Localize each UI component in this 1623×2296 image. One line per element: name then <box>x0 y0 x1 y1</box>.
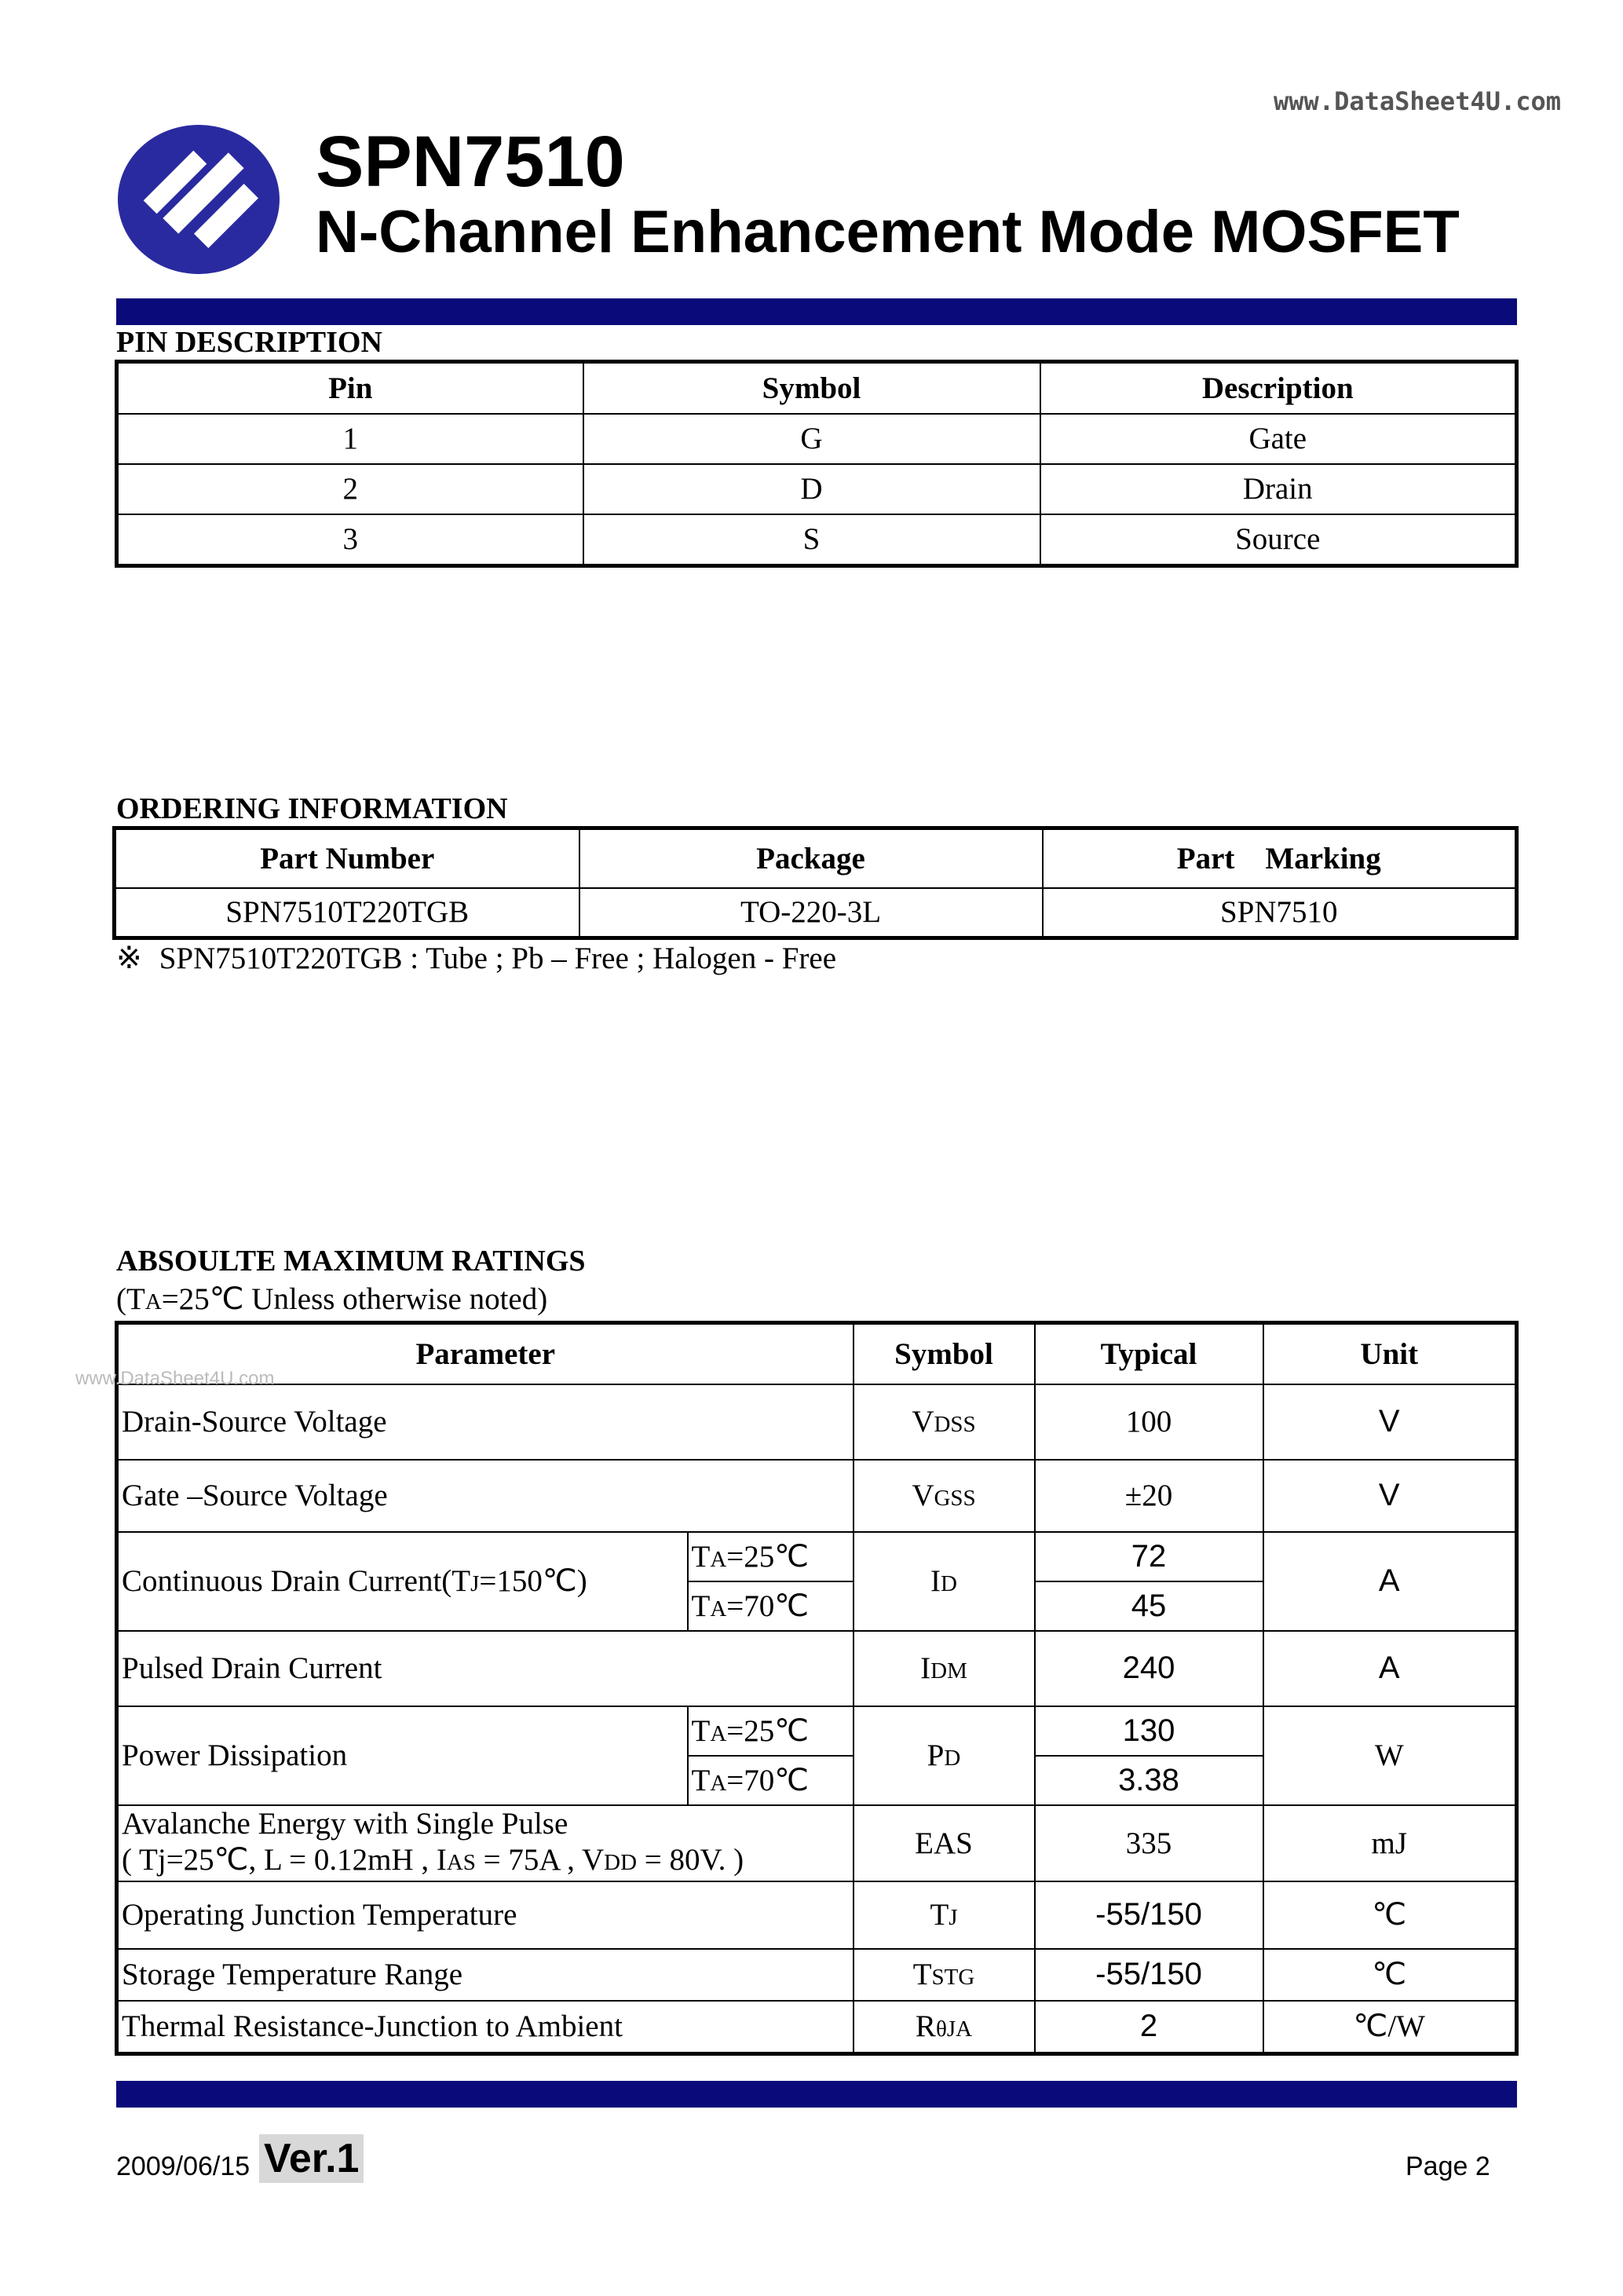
cond-sub: A <box>144 1289 162 1314</box>
package-header: Package <box>579 828 1043 888</box>
condition-cell: TA=70℃ <box>688 1756 854 1805</box>
unit-cell: ℃ <box>1263 1881 1517 1949</box>
param-cell: Power Dissipation <box>117 1706 688 1805</box>
watermark-mid: www.DataSheet4U.com <box>75 1368 275 1389</box>
description-cell: Gate <box>1040 414 1517 464</box>
footer-date: 2009/06/15 <box>116 2152 250 2181</box>
condition-cell: TA=25℃ <box>688 1532 854 1581</box>
ratings-condition <box>116 1281 547 1317</box>
typical-cell: 335 <box>1035 1805 1263 1881</box>
symbol-cell: TJ <box>854 1881 1035 1949</box>
typical-cell: 45 <box>1035 1581 1263 1631</box>
param-cell: Gate –Source Voltage <box>117 1460 854 1532</box>
parameter-header: Parameter <box>117 1323 854 1384</box>
page-number: Page 2 <box>1406 2152 1490 2181</box>
part-title: SPN7510 <box>316 122 625 202</box>
typical-cell: -55/150 <box>1035 1949 1263 2001</box>
unit-cell: W <box>1263 1706 1517 1805</box>
symbol-cell: RθJA <box>854 2001 1035 2054</box>
pin-description-title: PIN DESCRIPTION <box>116 326 382 359</box>
typical-cell: 2 <box>1035 2001 1263 2054</box>
company-logo-icon <box>116 124 281 275</box>
pin-cell: 1 <box>117 414 583 464</box>
pin-table <box>115 360 1519 568</box>
symbol-cell: ID <box>854 1532 1035 1631</box>
symbol-cell: G <box>583 414 1040 464</box>
pin-cell: 3 <box>117 514 583 566</box>
unit-cell: V <box>1263 1384 1517 1460</box>
typical-header: Typical <box>1035 1323 1263 1384</box>
table-row <box>117 1460 1517 1532</box>
ordering-title: ORDERING INFORMATION <box>116 792 508 825</box>
symbol-header: Symbol <box>583 362 1040 414</box>
symbol-cell: TSTG <box>854 1949 1035 2001</box>
description-cell: Source <box>1040 514 1517 566</box>
ordering-note <box>116 941 836 976</box>
param-cell: Continuous Drain Current(TJ=150℃) <box>117 1532 688 1631</box>
package-cell: TO-220-3L <box>579 888 1043 938</box>
table-row <box>117 1881 1517 1949</box>
footer-bar <box>116 2081 1517 2108</box>
symbol-header: Symbol <box>854 1323 1035 1384</box>
symbol-cell: VGSS <box>854 1460 1035 1532</box>
table-row <box>117 1384 1517 1460</box>
ratings-table <box>115 1321 1519 2056</box>
pin-cell: 2 <box>117 464 583 514</box>
description-cell: Drain <box>1040 464 1517 514</box>
param-cell: Pulsed Drain Current <box>117 1631 854 1706</box>
condition-cell: TA=70℃ <box>688 1581 854 1631</box>
param-cell: Thermal Resistance-Junction to Ambient <box>117 2001 854 2054</box>
watermark-top: www.DataSheet4U.com <box>1274 86 1562 116</box>
symbol-cell: EAS <box>854 1805 1035 1881</box>
marking-cell: SPN7510 <box>1043 888 1517 938</box>
table-row <box>115 888 1517 938</box>
unit-cell: A <box>1263 1631 1517 1706</box>
note-mark: ※ <box>116 941 142 975</box>
unit-cell: A <box>1263 1532 1517 1631</box>
pin-header: Pin <box>117 362 583 414</box>
unit-cell: V <box>1263 1460 1517 1532</box>
table-row <box>117 414 1517 464</box>
typical-cell: 130 <box>1035 1706 1263 1756</box>
param-cell: Avalanche Energy with Single Pulse ( Tj=25℃, L = 0.12mH , IAS = 75A , VDD = 80V. ) <box>117 1805 854 1881</box>
param-cell: Operating Junction Temperature <box>117 1881 854 1949</box>
param-cell: Storage Temperature Range <box>117 1949 854 2001</box>
description-header: Description <box>1040 362 1517 414</box>
symbol-cell: PD <box>854 1706 1035 1805</box>
header-bar <box>116 298 1517 325</box>
unit-cell: mJ <box>1263 1805 1517 1881</box>
ratings-title: ABSOULTE MAXIMUM RATINGS <box>116 1245 586 1278</box>
symbol-cell: D <box>583 464 1040 514</box>
typical-cell: 240 <box>1035 1631 1263 1706</box>
typical-cell: 72 <box>1035 1532 1263 1581</box>
marking-header: Part Marking <box>1043 828 1517 888</box>
symbol-cell: VDSS <box>854 1384 1035 1460</box>
cond-open: (T <box>116 1282 145 1316</box>
table-row <box>117 1631 1517 1706</box>
param-cell: Drain-Source Voltage <box>117 1384 854 1460</box>
part-number-header: Part Number <box>115 828 579 888</box>
symbol-cell: IDM <box>854 1631 1035 1706</box>
page-subtitle: N-Channel Enhancement Mode MOSFET <box>316 199 1460 265</box>
table-row <box>117 1805 1517 1881</box>
typical-cell: ±20 <box>1035 1460 1263 1532</box>
table-row <box>117 1949 1517 2001</box>
table-row <box>117 2001 1517 2054</box>
table-row <box>117 1706 1517 1756</box>
table-row <box>117 514 1517 566</box>
unit-cell: ℃/W <box>1263 2001 1517 2054</box>
ordering-table <box>112 826 1519 940</box>
version-badge: Ver.1 <box>259 2134 364 2183</box>
typical-cell: 3.38 <box>1035 1756 1263 1805</box>
cond-rest: =25℃ Unless otherwise noted) <box>161 1282 548 1316</box>
condition-cell: TA=25℃ <box>688 1706 854 1756</box>
symbol-cell: S <box>583 514 1040 566</box>
unit-cell: ℃ <box>1263 1949 1517 2001</box>
typical-cell: 100 <box>1035 1384 1263 1460</box>
table-row <box>117 464 1517 514</box>
unit-header: Unit <box>1263 1323 1517 1384</box>
table-row <box>117 1532 1517 1581</box>
note-text: SPN7510T220TGB : Tube ; Pb – Free ; Halogen - Free <box>159 941 837 975</box>
part-number-cell: SPN7510T220TGB <box>115 888 579 938</box>
typical-cell: -55/150 <box>1035 1881 1263 1949</box>
